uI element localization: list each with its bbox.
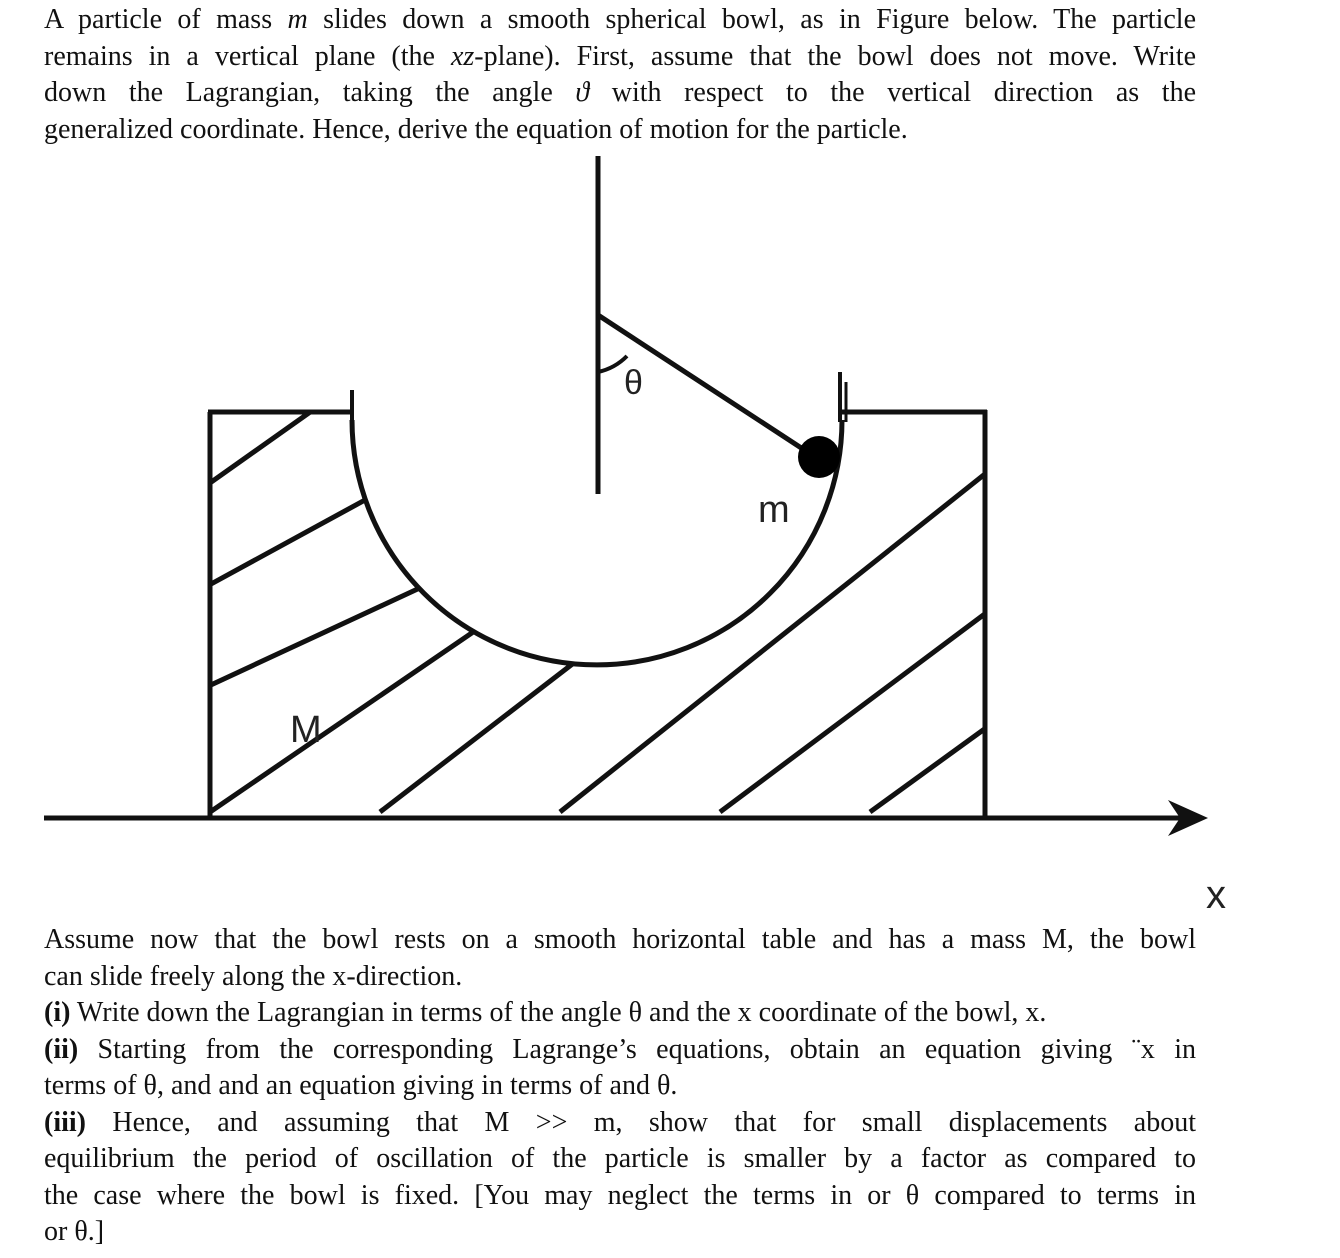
bowl-mass-label: M xyxy=(290,709,322,751)
question-ii-line-1: (ii) Starting from the corresponding Lagrange’s equations, obtain an equation giving ¨x in xyxy=(44,1033,1196,1065)
problem-part-two xyxy=(44,922,1196,1251)
intro-line-4: generalized coordinate. Hence, derive the equation of motion for the particle. xyxy=(44,113,908,145)
question-iii-line-2: equilibrium the period of oscillation of the particle is smaller by a factor as compared to xyxy=(44,1143,1196,1174)
plane-symbol: xz xyxy=(450,40,475,72)
x-axis-label: x xyxy=(1206,873,1226,917)
theta-label: θ xyxy=(624,364,643,402)
question-iii-line-3: the case where the bowl is fixed. [You may neglect the terms in or θ compared to terms in xyxy=(44,1179,1196,1211)
intro-line-2: remains in a vertical plane (the xz-plane). First, assume that the bowl does not move. Write xyxy=(44,40,1196,72)
question-iii-line-1: (iii) Hence, and assuming that M >> m, show that for small displacements about xyxy=(44,1106,1196,1138)
part2-line-2: can slide freely along the x-direction. xyxy=(44,960,463,992)
question-i-label: (i) xyxy=(44,997,71,1028)
mass-symbol: m xyxy=(287,4,308,35)
part2-line-1: Assume now that the bowl rests on a smooth horizontal table and has a mass M, the bowl xyxy=(44,924,1196,955)
intro-line-1: A particle of mass m slides down a smooth spherical bowl, as in Figure below. The particle xyxy=(44,4,1196,35)
angle-arc xyxy=(598,356,627,372)
question-iii-line-4: or θ.] xyxy=(44,1216,105,1247)
theta-symbol: ϑ xyxy=(575,77,590,108)
intro-line-3: down the Lagrangian, taking the angle ϑ with respect to the vertical direction as the xyxy=(44,77,1196,108)
particle-icon xyxy=(798,436,840,478)
question-ii-label: (ii) xyxy=(44,1033,79,1065)
question-iii-label: (iii) xyxy=(44,1106,86,1138)
particle-label: m xyxy=(758,489,790,531)
question-ii-line-2: terms of θ, and and an equation giving in terms of and θ. xyxy=(44,1070,678,1101)
question-i: (i) Write down the Lagrangian in terms of the angle θ and the x coordinate of the bowl, x. xyxy=(44,997,1047,1028)
